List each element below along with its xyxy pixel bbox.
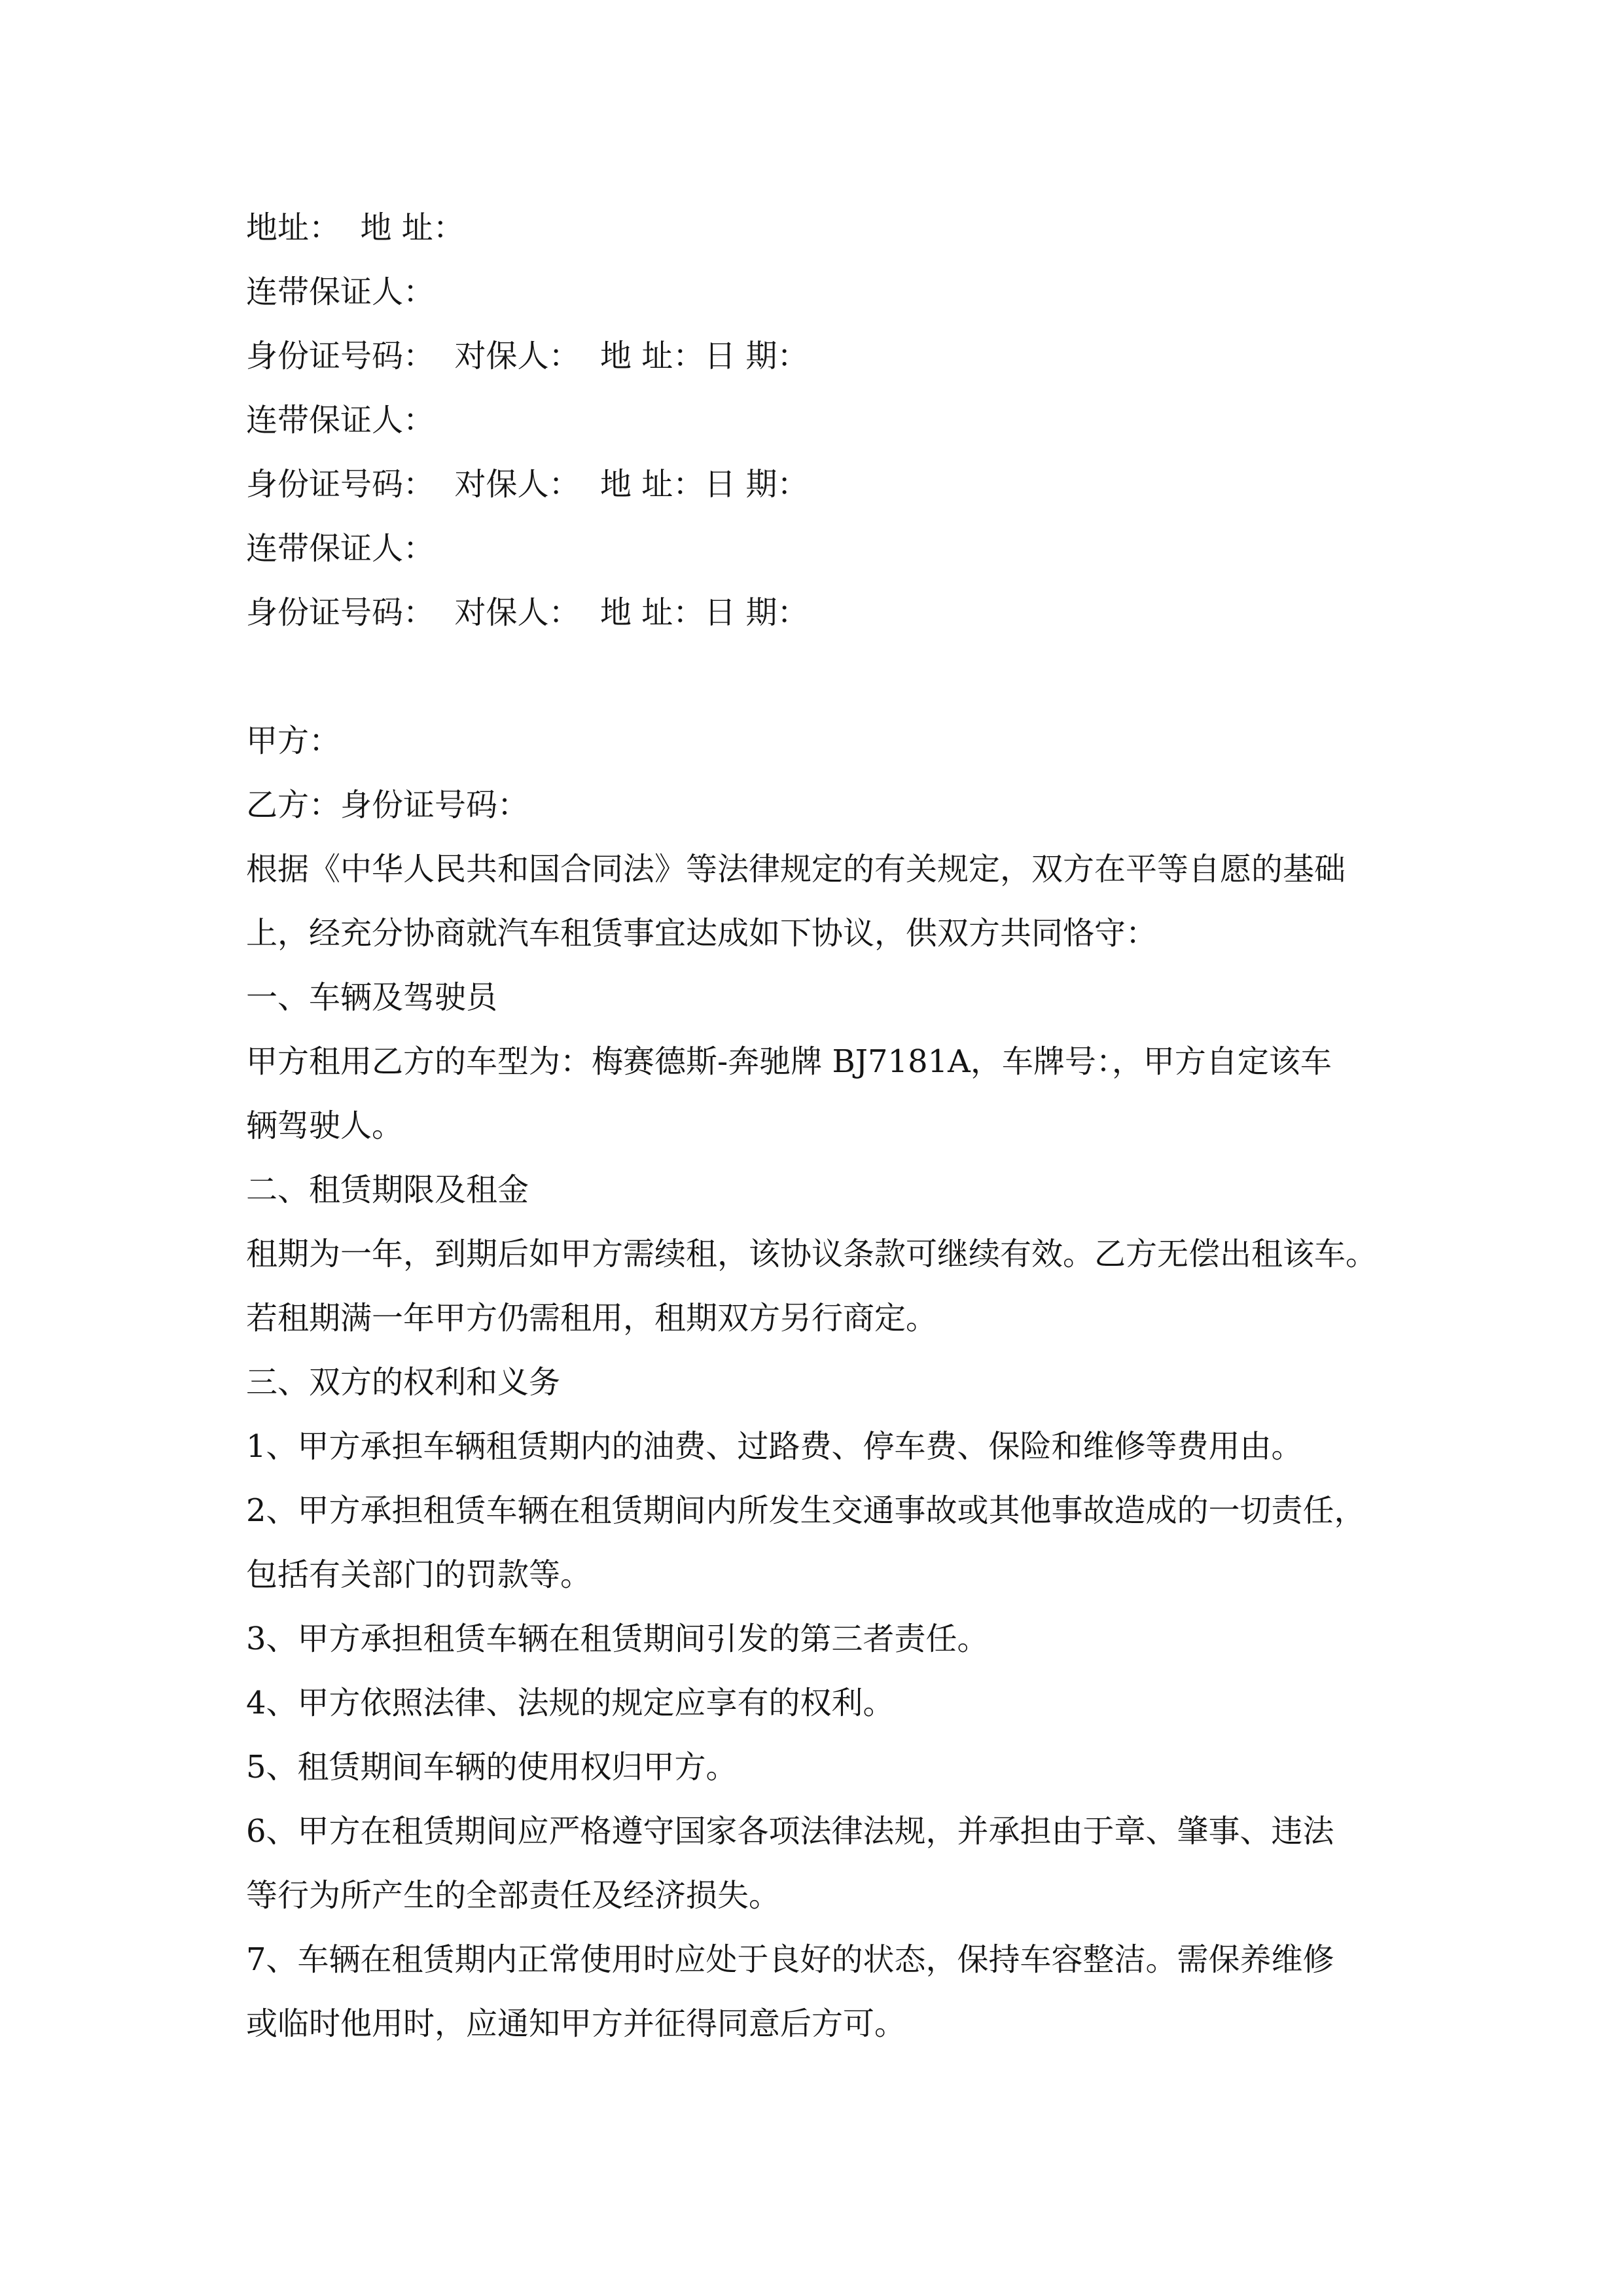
address-line: 地址： 地 址：: [246, 209, 465, 246]
clause-1: 1、甲方承担车辆租赁期内的油费、过路费、停车费、保险和维修等费用由。: [246, 1428, 1303, 1465]
guarantor-label-1: 连带保证人：: [246, 274, 435, 310]
party-a-line: 甲方：: [246, 723, 341, 759]
guarantor-details-1: 身份证号码： 对保人： 地 址：日 期：: [246, 338, 809, 374]
clause-4: 4、甲方依照法律、法规的规定应享有的权利。: [246, 1685, 895, 1721]
section-heading-2: 二、租赁期限及租金: [246, 1172, 529, 1208]
guarantor-label-2: 连带保证人：: [246, 402, 435, 439]
lease-paragraph-line-2: 若租期满一年甲方仍需租用，租期双方另行商定。: [246, 1300, 938, 1336]
guarantor-label-3: 连带保证人：: [246, 530, 435, 567]
clause-2-line-2: 包括有关部门的罚款等。: [246, 1556, 592, 1593]
guarantor-details-2: 身份证号码： 对保人： 地 址：日 期：: [246, 466, 809, 503]
vehicle-paragraph-line-1: 甲方租用乙方的车型为：梅赛德斯-奔驰牌 BJ7181A，车牌号：，甲方自定该车: [246, 1043, 1332, 1080]
intro-paragraph-line-1: 根据《中华人民共和国合同法》等法律规定的有关规定，双方在平等自愿的基础: [246, 851, 1346, 888]
clause-7-line-2: 或临时他用时，应通知甲方并征得同意后方可。: [246, 2005, 906, 2042]
clause-2-line-1: 2、甲方承担租赁车辆在租赁期间内所发生交通事故或其他事故造成的一切责任，: [246, 1492, 1366, 1529]
lease-paragraph-line-1: 租期为一年，到期后如甲方需续租，该协议条款可继续有效。乙方无偿出租该车。: [246, 1236, 1378, 1272]
intro-paragraph-line-2: 上，经充分协商就汽车租赁事宜达成如下协议，供双方共同恪守：: [246, 915, 1158, 952]
section-heading-1: 一、车辆及驾驶员: [246, 979, 498, 1016]
clause-6-line-2: 等行为所产生的全部责任及经济损失。: [246, 1877, 781, 1914]
party-b-line: 乙方：身份证号码：: [246, 787, 529, 823]
clause-6-line-1: 6、甲方在租赁期间应严格遵守国家各项法律法规，并承担由于章、肇事、违法: [246, 1813, 1334, 1850]
clause-7-line-1: 7、车辆在租赁期内正常使用时应处于良好的状态，保持车容整洁。需保养维修: [246, 1941, 1334, 1978]
guarantor-details-3: 身份证号码： 对保人： 地 址：日 期：: [246, 594, 809, 631]
clause-5: 5、租赁期间车辆的使用权归甲方。: [246, 1749, 738, 1785]
vehicle-paragraph-line-2: 辆驾驶人。: [246, 1107, 404, 1144]
section-heading-3: 三、双方的权利和义务: [246, 1364, 561, 1401]
clause-3: 3、甲方承担租赁车辆在租赁期间引发的第三者责任。: [246, 1621, 989, 1657]
